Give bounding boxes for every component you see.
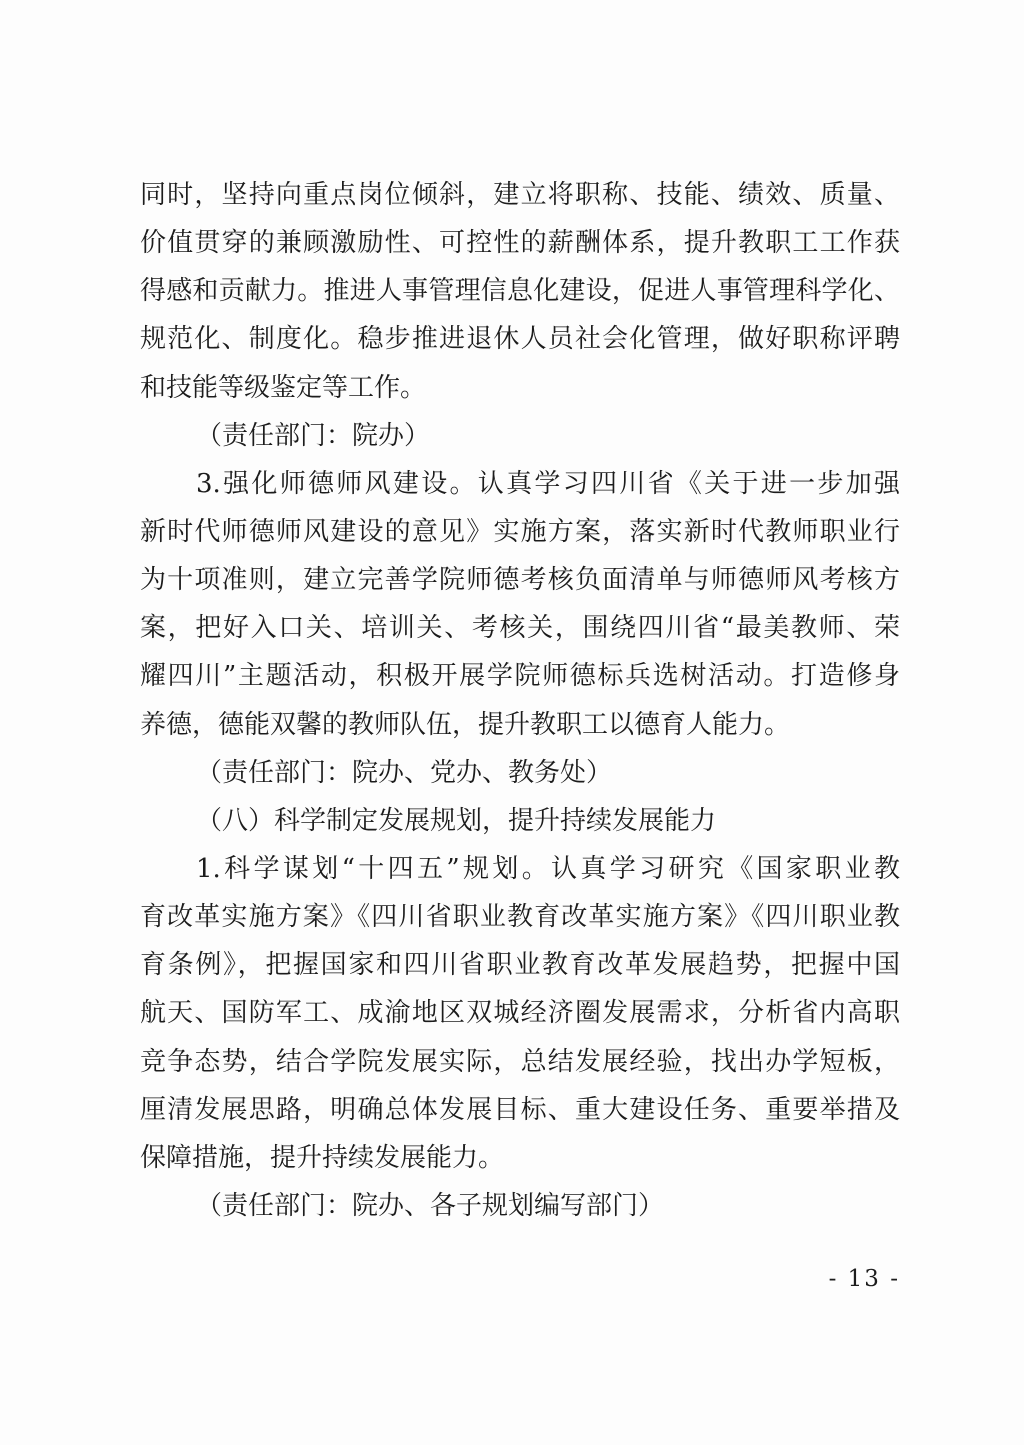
text-line: （责任部门：院办） [196, 421, 431, 451]
text-line: 和技能等级鉴定等工作。 [140, 373, 427, 403]
text-line: 规范化、制度化。稳步推进退休人员社会化管理，做好职称评聘 [140, 324, 900, 354]
text-line: 育条例》，把握国家和四川省职业教育改革发展趋势，把握中国 [140, 950, 900, 980]
text-line: 航天、国防军工、成渝地区双城经济圈发展需求，分析省内高职 [140, 998, 900, 1028]
text-line: （八）科学制定发展规划，提升持续发展能力 [196, 806, 717, 836]
text-line: 3.强化师德师风建设。认真学习四川省《关于进一步加强 [196, 469, 900, 499]
text-line: 耀四川”主题活动，积极开展学院师德标兵选树活动。打造修身 [140, 661, 900, 691]
page-number: - 13 - [828, 1266, 900, 1292]
text-line: 养德，德能双馨的教师队伍，提升教职工以德育人能力。 [140, 710, 791, 740]
text-line: 价值贯穿的兼顾激励性、可控性的薪酬体系，提升教职工工作获 [140, 228, 900, 258]
text-line: 新时代师德师风建设的意见》实施方案，落实新时代教师职业行 [140, 517, 900, 547]
text-line: 1.科学谋划“十四五”规划。认真学习研究《国家职业教 [196, 854, 900, 884]
text-line: 厘清发展思路，明确总体发展目标、重大建设任务、重要举措及 [140, 1095, 900, 1125]
text-line: 育改革实施方案》《四川省职业教育改革实施方案》《四川职业教 [140, 902, 900, 932]
text-line: 竞争态势，结合学院发展实际，总结发展经验，找出办学短板， [140, 1047, 900, 1077]
text-line: 同时，坚持向重点岗位倾斜，建立将职称、技能、绩效、质量、 [140, 180, 900, 210]
text-line: （责任部门：院办、党办、教务处） [196, 758, 613, 788]
text-line: （责任部门：院办、各子规划编写部门） [196, 1191, 665, 1221]
text-line: 为十项准则，建立完善学院师德考核负面清单与师德师风考核方 [140, 565, 900, 595]
text-line: 案，把好入口关、培训关、考核关，围绕四川省“最美教师、荣 [140, 613, 900, 643]
text-line: 得感和贡献力。推进人事管理信息化建设，促进人事管理科学化、 [140, 276, 900, 306]
text-line: 保障措施，提升持续发展能力。 [140, 1143, 505, 1173]
